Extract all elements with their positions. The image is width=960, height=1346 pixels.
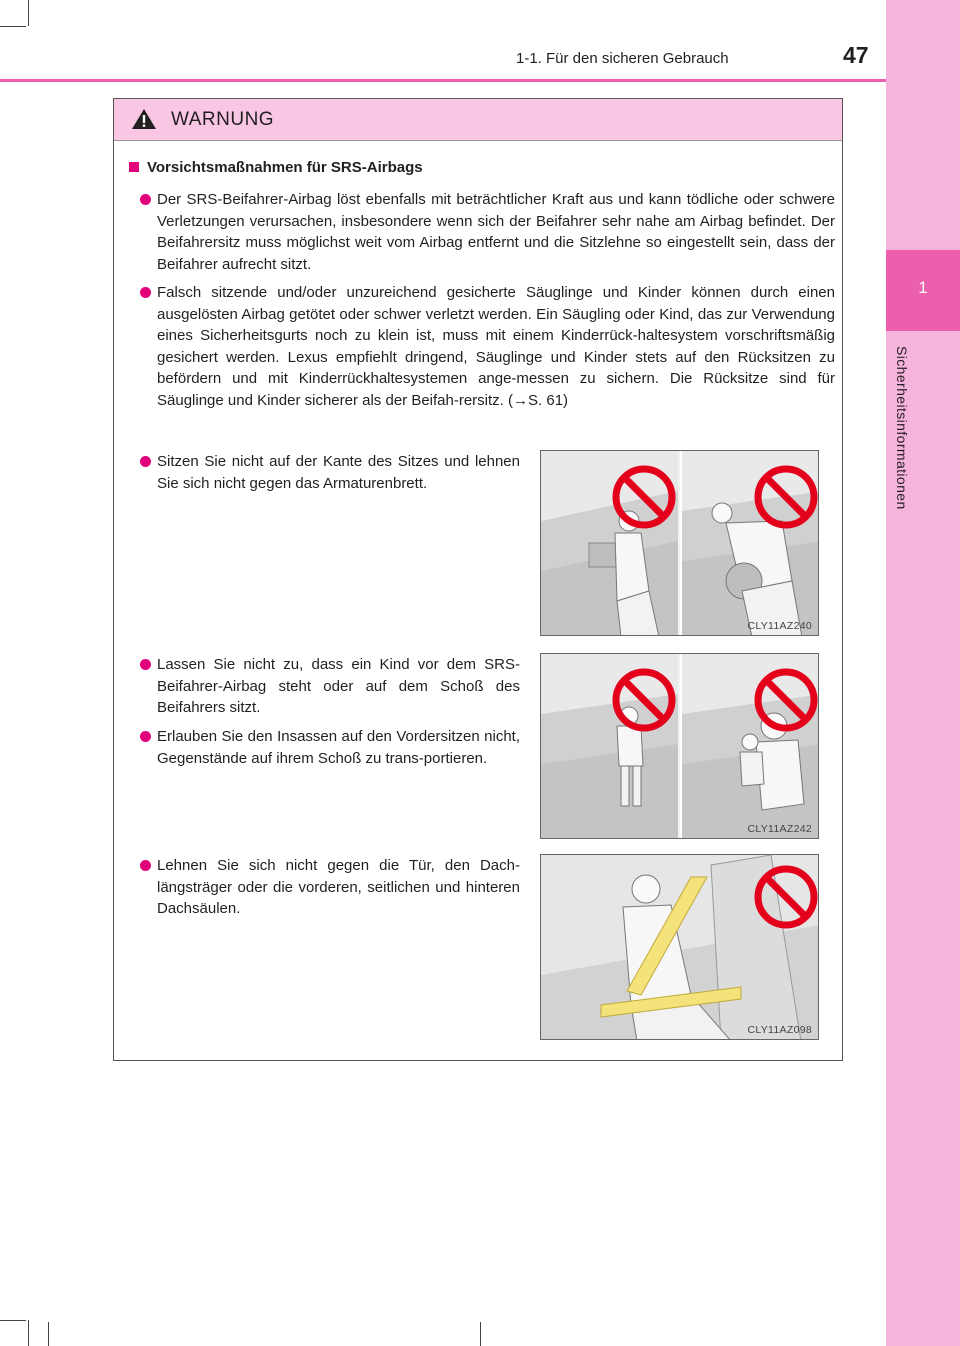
warning-item-text: Sitzen Sie nicht auf der Kante des Sitzes und lehnen Sie sich nicht gegen das Armaturenbrett. <box>157 453 520 492</box>
no-entry-sign-icon <box>754 668 818 732</box>
chapter-number: 1 <box>918 278 928 297</box>
bullet-icon <box>140 194 151 205</box>
chapter-side-tab <box>886 0 960 1346</box>
warning-item-text: Erlauben Sie den Insassen auf den Vordersitzen nicht, Gegenstände auf ihrem Schoß zu trans-portieren. <box>157 728 520 767</box>
crop-mark <box>0 1320 26 1321</box>
bullet-icon <box>140 456 151 467</box>
bullet-icon <box>140 731 151 742</box>
section-heading-text: Vorsichtsmaßnahmen für SRS-Airbags <box>147 159 423 176</box>
page-number: 47 <box>843 42 869 68</box>
section-heading <box>129 159 423 176</box>
warning-item <box>157 282 835 412</box>
warning-title: WARNUNG <box>171 109 275 130</box>
figure-code: CLY11AZ242 <box>747 823 812 835</box>
warning-item <box>157 726 520 769</box>
bullet-icon <box>140 659 151 670</box>
figure-code: CLY11AZ098 <box>747 1024 812 1036</box>
warning-item <box>157 654 520 719</box>
figure-code: CLY11AZ240 <box>747 620 812 632</box>
warning-item <box>157 451 520 494</box>
section-title: 1-1. Für den sicheren Gebrauch <box>516 50 729 67</box>
warning-item-text: Der SRS-Beifahrer-Airbag löst ebenfalls mit beträchtlicher Kraft aus und kann tödliche oder schwere Verletzungen verursachen, insbesondere wenn sich der Beifahrer sehr nahe am Airbag befindet. Der Beifahrersitz muss möglichst weit vom Airbag entfernt und die Sitzlehne so eingestellt sein, dass der Beifahrer aufrecht sitzt. <box>157 191 835 273</box>
warning-header <box>114 99 842 141</box>
warning-item-text: Falsch sitzende und/oder unzureichend gesicherte Säuglinge und Kinder können durch einen ausgelösten Airbag getötet oder schwer verletzt werden. Ein Säugling oder Kind, das zur Verwendung eines Sicherheitsgurts noch zu klein ist, muss mit einem Kinderrück-haltesystem vorschriftsmäßig gesichert werden. Lexus empfiehlt dringend, Säuglinge und Kinder stets auf den Rücksitzen zu befördern und mit Kinderrückhaltesystemen ange-messen zu sichern. Die Rücksitze sind für Säuglinge und Kinder sicherer als der Beifah-rersitz. (→S. 61) <box>157 284 835 409</box>
crop-mark <box>28 1320 29 1346</box>
illustration-figure <box>540 653 819 839</box>
crop-mark <box>480 1322 481 1346</box>
no-entry-sign-icon <box>754 865 818 929</box>
warning-item <box>157 855 520 920</box>
header-rule <box>0 79 886 82</box>
bullet-icon <box>140 287 151 298</box>
illustration-figure <box>540 854 819 1040</box>
bullet-icon <box>140 860 151 871</box>
crop-mark <box>48 1322 49 1346</box>
illustration-figure <box>540 450 819 636</box>
warning-item-text: Lehnen Sie sich nicht gegen die Tür, den Dach-längsträger oder die vorderen, seitlichen und hinteren Dachsäulen. <box>157 857 520 918</box>
warning-item <box>157 189 835 275</box>
warning-triangle-icon <box>131 108 157 130</box>
no-entry-sign-icon <box>612 465 676 529</box>
no-entry-sign-icon <box>754 465 818 529</box>
no-entry-sign-icon <box>612 668 676 732</box>
chapter-label: Sicherheitsinformationen <box>894 346 910 510</box>
crop-mark <box>28 0 29 26</box>
square-bullet-icon <box>129 162 139 172</box>
warning-item-text: Lassen Sie nicht zu, dass ein Kind vor dem SRS-Beifahrer-Airbag steht oder auf dem Schoß des Beifahrers sitzt. <box>157 656 520 717</box>
crop-mark <box>0 26 26 27</box>
